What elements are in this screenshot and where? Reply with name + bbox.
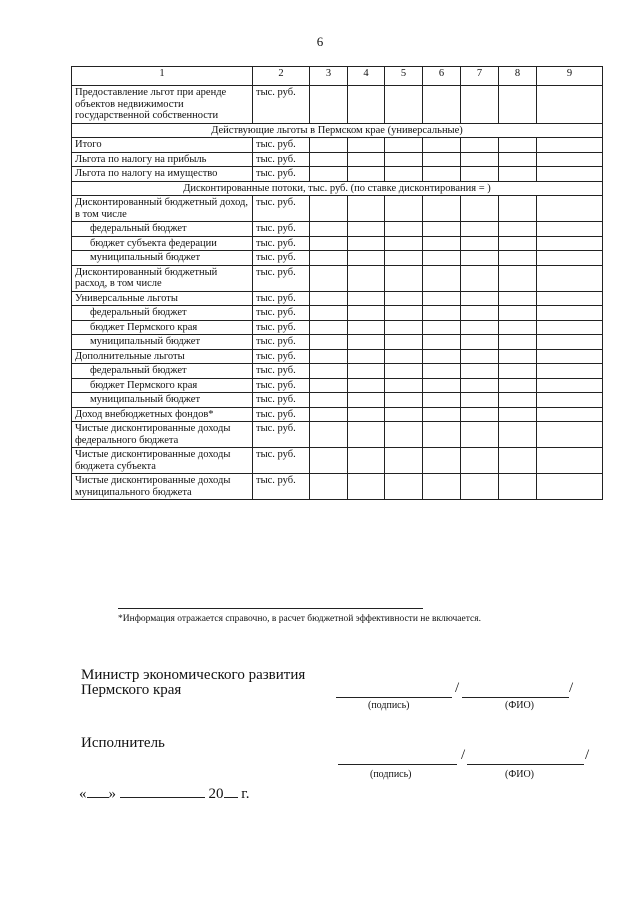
row-unit: тыс. руб.	[253, 265, 310, 291]
table-row	[72, 196, 603, 222]
value-cell[interactable]	[461, 152, 499, 167]
value-cell[interactable]	[499, 364, 537, 379]
value-cell[interactable]	[385, 378, 423, 393]
section-title: Действующие льготы в Пермском крае (универсальные)	[72, 123, 603, 138]
minister-title	[81, 668, 305, 698]
date-line	[79, 783, 249, 803]
value-cell[interactable]	[348, 196, 385, 222]
value-cell[interactable]	[385, 291, 423, 306]
value-cell[interactable]	[499, 422, 537, 448]
budget-efficiency-table	[71, 66, 603, 500]
value-cell[interactable]	[310, 265, 348, 291]
value-cell[interactable]	[348, 393, 385, 408]
table-row	[72, 291, 603, 306]
row-unit: тыс. руб.	[253, 152, 310, 167]
table-row	[72, 422, 603, 448]
value-cell[interactable]	[423, 320, 461, 335]
row-unit: тыс. руб.	[253, 251, 310, 266]
row-label: федеральный бюджет	[72, 222, 253, 237]
header-cell-6: 6	[423, 67, 461, 86]
row-label: Дисконтированный бюджетный расход, в том числе	[72, 265, 253, 291]
value-cell[interactable]	[537, 306, 603, 321]
value-cell[interactable]	[423, 152, 461, 167]
value-cell[interactable]	[461, 378, 499, 393]
executor-title: Исполнитель	[81, 735, 165, 751]
value-cell[interactable]	[461, 251, 499, 266]
value-cell[interactable]	[537, 448, 603, 474]
value-cell[interactable]	[537, 291, 603, 306]
executor-slash-left: /	[461, 747, 466, 763]
row-label: Чистые дисконтированные доходы бюджета субъекта	[72, 448, 253, 474]
row-label: Чистые дисконтированные доходы муниципального бюджета	[72, 474, 253, 500]
row-unit: тыс. руб.	[253, 138, 310, 153]
value-cell[interactable]	[310, 364, 348, 379]
value-cell[interactable]	[461, 291, 499, 306]
value-cell[interactable]	[499, 407, 537, 422]
value-cell[interactable]	[348, 378, 385, 393]
value-cell[interactable]	[537, 222, 603, 237]
value-cell[interactable]	[499, 167, 537, 182]
header-cell-9: 9	[537, 67, 603, 86]
table-row	[72, 306, 603, 321]
value-cell[interactable]	[348, 291, 385, 306]
executor-signature-line	[338, 764, 457, 765]
date-open-quote: «	[79, 786, 87, 802]
value-cell[interactable]	[310, 474, 348, 500]
value-cell[interactable]	[348, 448, 385, 474]
value-cell[interactable]	[310, 86, 348, 124]
table-row	[72, 265, 603, 291]
value-cell[interactable]	[537, 320, 603, 335]
value-cell[interactable]	[423, 407, 461, 422]
row-label: Льгота по налогу на прибыль	[72, 152, 253, 167]
row-unit: тыс. руб.	[253, 474, 310, 500]
minister-signature-line	[336, 697, 452, 698]
row-unit: тыс. руб.	[253, 364, 310, 379]
row-unit: тыс. руб.	[253, 222, 310, 237]
value-cell[interactable]	[348, 86, 385, 124]
value-cell[interactable]	[310, 167, 348, 182]
value-cell[interactable]	[423, 196, 461, 222]
value-cell[interactable]	[499, 393, 537, 408]
value-cell[interactable]	[537, 393, 603, 408]
value-cell[interactable]	[499, 474, 537, 500]
value-cell[interactable]	[385, 138, 423, 153]
row-label: Доход внебюджетных фондов*	[72, 407, 253, 422]
value-cell[interactable]	[537, 196, 603, 222]
value-cell[interactable]	[537, 167, 603, 182]
value-cell[interactable]	[461, 222, 499, 237]
minister-signature-caption: (подпись)	[368, 700, 410, 711]
value-cell[interactable]	[499, 196, 537, 222]
table-row	[72, 448, 603, 474]
value-cell[interactable]	[461, 138, 499, 153]
value-cell[interactable]	[461, 393, 499, 408]
value-cell[interactable]	[348, 306, 385, 321]
table-body	[72, 67, 603, 500]
header-cell-3: 3	[310, 67, 348, 86]
row-unit: тыс. руб.	[253, 393, 310, 408]
value-cell[interactable]	[423, 349, 461, 364]
table-row	[72, 393, 603, 408]
value-cell[interactable]	[537, 236, 603, 251]
value-cell[interactable]	[461, 474, 499, 500]
table-row	[72, 167, 603, 182]
row-unit: тыс. руб.	[253, 378, 310, 393]
value-cell[interactable]	[385, 474, 423, 500]
value-cell[interactable]	[499, 378, 537, 393]
value-cell[interactable]	[499, 236, 537, 251]
value-cell[interactable]	[385, 393, 423, 408]
year-prefix: 20	[208, 786, 224, 802]
value-cell[interactable]	[537, 138, 603, 153]
table-row	[72, 320, 603, 335]
page-number: 6	[316, 34, 324, 49]
value-cell[interactable]	[499, 448, 537, 474]
value-cell[interactable]	[499, 349, 537, 364]
footnote: *Информация отражается справочно, в расчет бюджетной эффективности не включается.	[118, 614, 481, 624]
value-cell[interactable]	[461, 265, 499, 291]
value-cell[interactable]	[310, 196, 348, 222]
value-cell[interactable]	[385, 306, 423, 321]
row-label: Дополнительные льготы	[72, 349, 253, 364]
value-cell[interactable]	[423, 251, 461, 266]
row-unit: тыс. руб.	[253, 407, 310, 422]
row-label: Предоставление льгот при аренде объектов недвижимости государственной собственности	[72, 86, 253, 124]
value-cell[interactable]	[423, 378, 461, 393]
value-cell[interactable]	[310, 306, 348, 321]
value-cell[interactable]	[310, 320, 348, 335]
value-cell[interactable]	[348, 236, 385, 251]
value-cell[interactable]	[348, 335, 385, 350]
row-label: Чистые дисконтированные доходы федерального бюджета	[72, 422, 253, 448]
value-cell[interactable]	[461, 407, 499, 422]
value-cell[interactable]	[461, 448, 499, 474]
table-row	[72, 222, 603, 237]
section-title: Дисконтированные потоки, тыс. руб. (по ставке дисконтирования = )	[72, 181, 603, 196]
value-cell[interactable]	[537, 86, 603, 124]
value-cell[interactable]	[348, 138, 385, 153]
row-label: бюджет Пермского края	[72, 320, 253, 335]
value-cell[interactable]	[310, 152, 348, 167]
value-cell[interactable]	[385, 167, 423, 182]
footnote-rule	[118, 608, 423, 609]
minister-slash-left: /	[455, 680, 460, 696]
row-unit: тыс. руб.	[253, 236, 310, 251]
table-row	[72, 251, 603, 266]
row-unit: тыс. руб.	[253, 422, 310, 448]
value-cell[interactable]	[348, 222, 385, 237]
value-cell[interactable]	[461, 422, 499, 448]
value-cell[interactable]	[423, 86, 461, 124]
row-label: муниципальный бюджет	[72, 251, 253, 266]
table-row	[72, 152, 603, 167]
row-unit: тыс. руб.	[253, 349, 310, 364]
value-cell[interactable]	[385, 152, 423, 167]
value-cell[interactable]	[423, 236, 461, 251]
value-cell[interactable]	[385, 349, 423, 364]
value-cell[interactable]	[385, 265, 423, 291]
value-cell[interactable]	[310, 378, 348, 393]
value-cell[interactable]	[385, 320, 423, 335]
value-cell[interactable]	[537, 378, 603, 393]
row-label: муниципальный бюджет	[72, 335, 253, 350]
section-row	[72, 123, 603, 138]
row-unit: тыс. руб.	[253, 167, 310, 182]
minister-title-line1: Министр экономического развития	[81, 667, 306, 683]
minister-slash-right: /	[569, 680, 574, 696]
value-cell[interactable]	[385, 422, 423, 448]
value-cell[interactable]	[385, 196, 423, 222]
value-cell[interactable]	[310, 422, 348, 448]
header-cell-7: 7	[461, 67, 499, 86]
value-cell[interactable]	[348, 320, 385, 335]
row-unit: тыс. руб.	[253, 320, 310, 335]
row-unit: тыс. руб.	[253, 306, 310, 321]
table-header-row	[72, 67, 603, 86]
value-cell[interactable]	[537, 349, 603, 364]
value-cell[interactable]	[499, 251, 537, 266]
value-cell[interactable]	[423, 364, 461, 379]
value-cell[interactable]	[348, 167, 385, 182]
value-cell[interactable]	[310, 236, 348, 251]
value-cell[interactable]	[499, 86, 537, 124]
value-cell[interactable]	[348, 251, 385, 266]
value-cell[interactable]	[537, 422, 603, 448]
value-cell[interactable]	[461, 167, 499, 182]
year-suffix: г.	[237, 786, 250, 802]
executor-name-caption: (ФИО)	[505, 769, 535, 780]
table-row	[72, 364, 603, 379]
value-cell[interactable]	[423, 306, 461, 321]
row-label: федеральный бюджет	[72, 364, 253, 379]
executor-signature-caption: (подпись)	[370, 769, 412, 780]
year-blank	[224, 783, 238, 798]
value-cell[interactable]	[537, 152, 603, 167]
value-cell[interactable]	[385, 364, 423, 379]
value-cell[interactable]	[499, 306, 537, 321]
value-cell[interactable]	[310, 138, 348, 153]
row-label: Итого	[72, 138, 253, 153]
row-label: Универсальные льготы	[72, 291, 253, 306]
table-row	[72, 335, 603, 350]
value-cell[interactable]	[423, 448, 461, 474]
value-cell[interactable]	[499, 291, 537, 306]
executor-name-line	[467, 764, 584, 765]
minister-name-line	[462, 697, 569, 698]
value-cell[interactable]	[499, 222, 537, 237]
value-cell[interactable]	[310, 407, 348, 422]
header-cell-8: 8	[499, 67, 537, 86]
value-cell[interactable]	[348, 474, 385, 500]
value-cell[interactable]	[423, 265, 461, 291]
value-cell[interactable]	[423, 167, 461, 182]
value-cell[interactable]	[537, 335, 603, 350]
value-cell[interactable]	[499, 320, 537, 335]
header-cell-1: 1	[72, 67, 253, 86]
table-row	[72, 474, 603, 500]
row-label: бюджет субъекта федерации	[72, 236, 253, 251]
month-blank	[120, 783, 205, 798]
value-cell[interactable]	[348, 407, 385, 422]
minister-name-caption: (ФИО)	[505, 700, 535, 711]
value-cell[interactable]	[537, 474, 603, 500]
table-row	[72, 407, 603, 422]
table-row	[72, 378, 603, 393]
value-cell[interactable]	[461, 335, 499, 350]
value-cell[interactable]	[461, 196, 499, 222]
value-cell[interactable]	[461, 364, 499, 379]
row-unit: тыс. руб.	[253, 448, 310, 474]
row-label: бюджет Пермского края	[72, 378, 253, 393]
value-cell[interactable]	[423, 474, 461, 500]
value-cell[interactable]	[461, 306, 499, 321]
date-close-quote: »	[108, 786, 116, 802]
value-cell[interactable]	[461, 349, 499, 364]
value-cell[interactable]	[423, 335, 461, 350]
minister-title-line2: Пермского края	[81, 682, 182, 698]
table-row	[72, 349, 603, 364]
row-label: муниципальный бюджет	[72, 393, 253, 408]
value-cell[interactable]	[310, 335, 348, 350]
value-cell[interactable]	[310, 393, 348, 408]
value-cell[interactable]	[537, 407, 603, 422]
value-cell[interactable]	[310, 251, 348, 266]
value-cell[interactable]	[385, 86, 423, 124]
value-cell[interactable]	[423, 222, 461, 237]
header-cell-2: 2	[253, 67, 310, 86]
value-cell[interactable]	[537, 251, 603, 266]
day-blank	[87, 783, 109, 798]
value-cell[interactable]	[461, 86, 499, 124]
value-cell[interactable]	[423, 422, 461, 448]
value-cell[interactable]	[537, 265, 603, 291]
value-cell[interactable]	[537, 364, 603, 379]
value-cell[interactable]	[461, 320, 499, 335]
table-row	[72, 138, 603, 153]
value-cell[interactable]	[348, 152, 385, 167]
value-cell[interactable]	[423, 291, 461, 306]
value-cell[interactable]	[423, 138, 461, 153]
row-unit: тыс. руб.	[253, 86, 310, 124]
value-cell[interactable]	[310, 448, 348, 474]
value-cell[interactable]	[385, 448, 423, 474]
row-label: Льгота по налогу на имущество	[72, 167, 253, 182]
value-cell[interactable]	[499, 335, 537, 350]
value-cell[interactable]	[310, 291, 348, 306]
executor-slash-right: /	[585, 747, 590, 763]
value-cell[interactable]	[423, 393, 461, 408]
section-row	[72, 181, 603, 196]
header-cell-4: 4	[348, 67, 385, 86]
row-unit: тыс. руб.	[253, 291, 310, 306]
value-cell[interactable]	[385, 236, 423, 251]
value-cell[interactable]	[348, 265, 385, 291]
value-cell[interactable]	[348, 349, 385, 364]
row-unit: тыс. руб.	[253, 335, 310, 350]
value-cell[interactable]	[499, 152, 537, 167]
row-label: Дисконтированный бюджетный доход, в том числе	[72, 196, 253, 222]
value-cell[interactable]	[461, 236, 499, 251]
value-cell[interactable]	[385, 407, 423, 422]
value-cell[interactable]	[499, 265, 537, 291]
value-cell[interactable]	[385, 222, 423, 237]
value-cell[interactable]	[348, 364, 385, 379]
value-cell[interactable]	[385, 335, 423, 350]
row-label: федеральный бюджет	[72, 306, 253, 321]
value-cell[interactable]	[385, 251, 423, 266]
value-cell[interactable]	[499, 138, 537, 153]
value-cell[interactable]	[310, 222, 348, 237]
table-row	[72, 86, 603, 124]
header-cell-5: 5	[385, 67, 423, 86]
value-cell[interactable]	[348, 422, 385, 448]
value-cell[interactable]	[310, 349, 348, 364]
table-row	[72, 236, 603, 251]
row-unit: тыс. руб.	[253, 196, 310, 222]
